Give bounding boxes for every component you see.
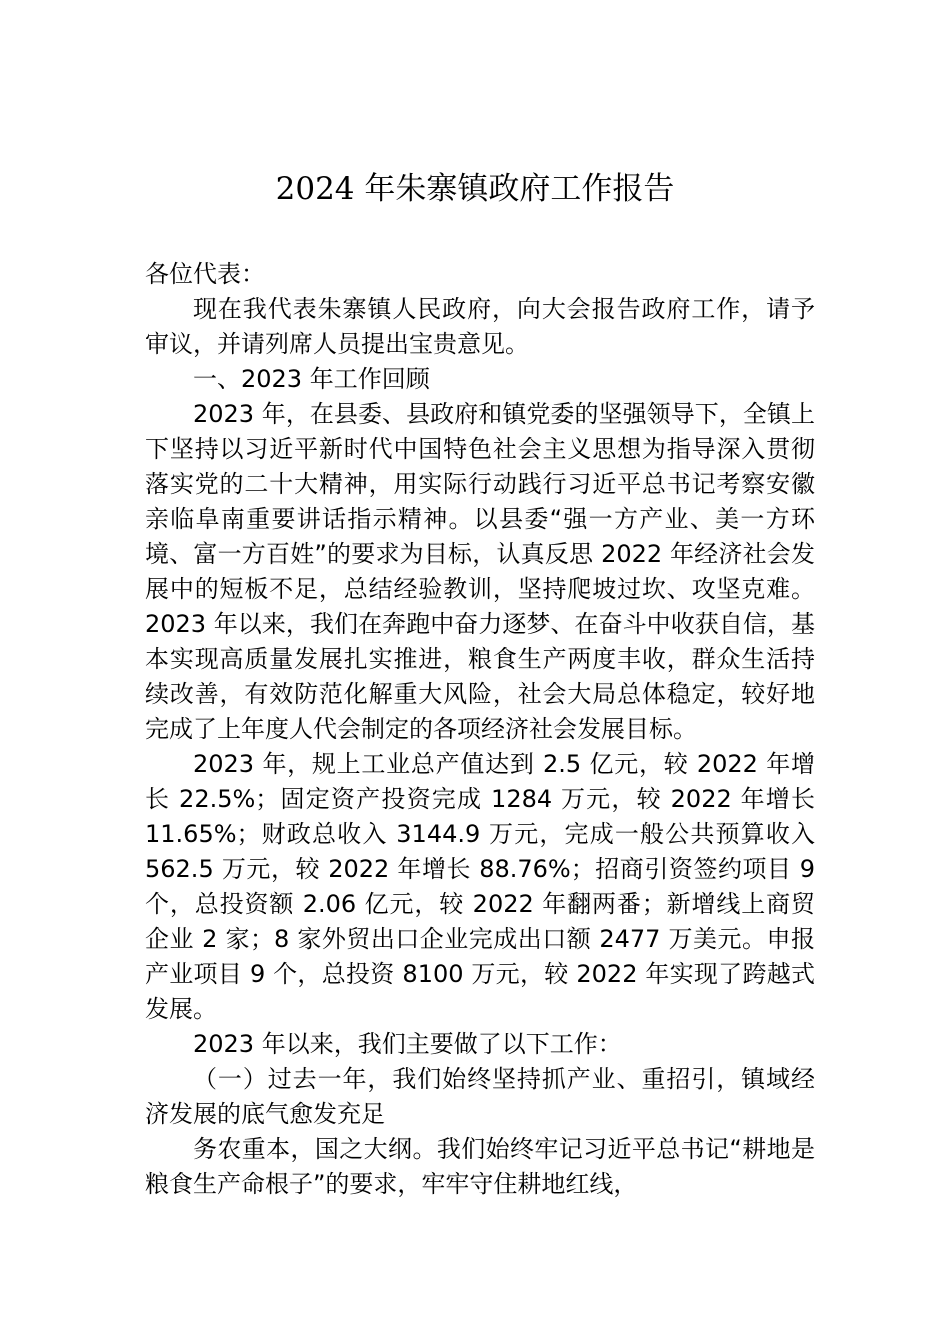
paragraph-overview: 2023 年，在县委、县政府和镇党委的坚强领导下，全镇上下坚持以习近平新时代中国特色社会主义思想为指导深入贯彻落实党的二十大精神，用实际行动践行习近平总书记考察安徽亲临阜南重要讲话指示精神。以县委“强一方产业、美一方环境、富一方百姓”的要求为目标，认真反思 2022 年经济社会发展中的短板不足，总结经验教训，坚持爬坡过坎、攻坚克难。2023 年以来，我们在奔跑中奋力逐梦、在奋斗中收获自信，基本实现高质量发展扎实推进，粮食生产两度丰收，群众生活持续改善，有效防范化解重大风险，社会大局总体稳定，较好地完成了上年度人代会制定的各项经济社会发展目标。 xyxy=(145,400,815,743)
document-title: 2024 年朱寨镇政府工作报告 xyxy=(275,171,675,207)
document-body xyxy=(145,255,815,1202)
paragraph-agriculture: 务农重本，国之大纲。我们始终牢记习近平总书记“耕地是粮食生产命根子”的要求，牢牢守住耕地红线， xyxy=(145,1135,815,1198)
paragraph-statistics: 2023 年，规上工业总产值达到 2.5 亿元，较 2022 年增长 22.5%；固定资产投资完成 1284 万元，较 2022 年增长 11.65%；财政总收入 3144.9 万元，完成一般公共预算收入 562.5 万元，较 2022 年增长 88.76%；招商引资签约项目 9 个，总投资额 2.06 亿元，较 2022 年翻两番；新增线上商贸企业 2 家；8 家外贸出口企业完成出口额 2477 万美元。申报产业项目 9 个，总投资 8100 万元，较 2022 年实现了跨越式发展。 xyxy=(145,750,815,1023)
salutation: 各位代表： xyxy=(145,260,265,288)
subsection-heading-industry: （一）过去一年，我们始终坚持抓产业、重招引，镇域经济发展的底气愈发充足 xyxy=(145,1065,815,1128)
paragraph-intro: 现在我代表朱寨镇人民政府，向大会报告政府工作，请予审议，并请列席人员提出宝贵意见。 xyxy=(145,295,815,358)
section-heading-review: 一、2023 年工作回顾 xyxy=(193,365,430,393)
paragraph-work-intro: 2023 年以来，我们主要做了以下工作： xyxy=(193,1030,622,1058)
